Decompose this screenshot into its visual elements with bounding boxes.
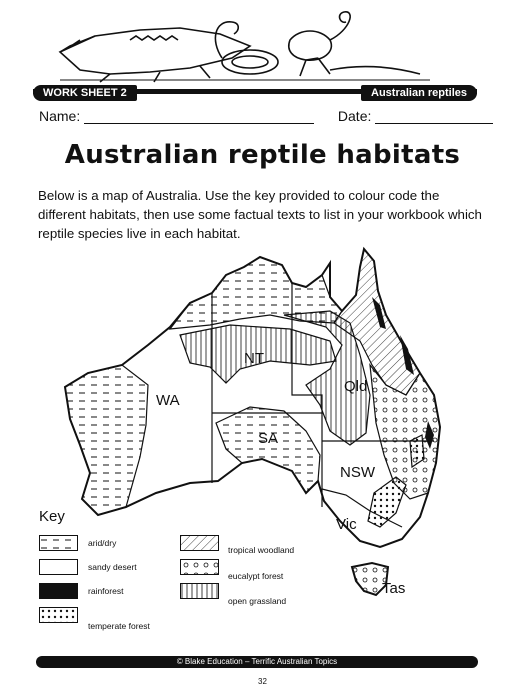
label-vic: Vic xyxy=(336,516,357,533)
swatch-rainforest xyxy=(39,583,78,599)
key-label-arid: arid/dry xyxy=(88,538,117,548)
swatch-arid xyxy=(39,535,78,551)
swatch-tropical xyxy=(180,535,219,551)
swatch-temperate xyxy=(39,607,78,623)
key-label-eucalypt: eucalypt forest xyxy=(228,571,284,581)
key-label-sandy: sandy desert xyxy=(88,562,137,572)
label-nsw: NSW xyxy=(340,464,375,481)
key-label-tropical: tropical woodland xyxy=(228,545,295,555)
worksheet-label: WORK SHEET 2 xyxy=(33,85,137,101)
topic-label: Australian reptiles xyxy=(361,85,477,101)
label-qld: Qld xyxy=(344,378,368,395)
label-wa: WA xyxy=(156,392,180,409)
swatch-eucalypt xyxy=(180,559,219,575)
key-label-grassland: open grassland xyxy=(228,596,287,606)
footer-band: © Blake Education – Terrific Australian Topics xyxy=(36,656,478,668)
intro-text: Below is a map of Australia. Use the key provided to colour code the different habitats, then use some factual texts to list in your workbook which reptile species live in each habitat. xyxy=(38,188,482,241)
label-tas: Tas xyxy=(382,580,406,597)
date-label: Date: xyxy=(337,108,372,124)
page-number: 32 xyxy=(258,677,267,686)
label-sa: SA xyxy=(258,430,279,447)
key-label-temperate: temperate forest xyxy=(88,621,150,631)
swatch-sandy xyxy=(39,559,78,575)
key-title: Key xyxy=(39,508,65,525)
swatch-grassland xyxy=(180,583,219,599)
label-nt: NT xyxy=(244,350,264,367)
key-label-rainforest: rainforest xyxy=(88,586,124,596)
page-title: Australian reptile habitats xyxy=(64,140,461,170)
name-label: Name: xyxy=(39,108,81,124)
